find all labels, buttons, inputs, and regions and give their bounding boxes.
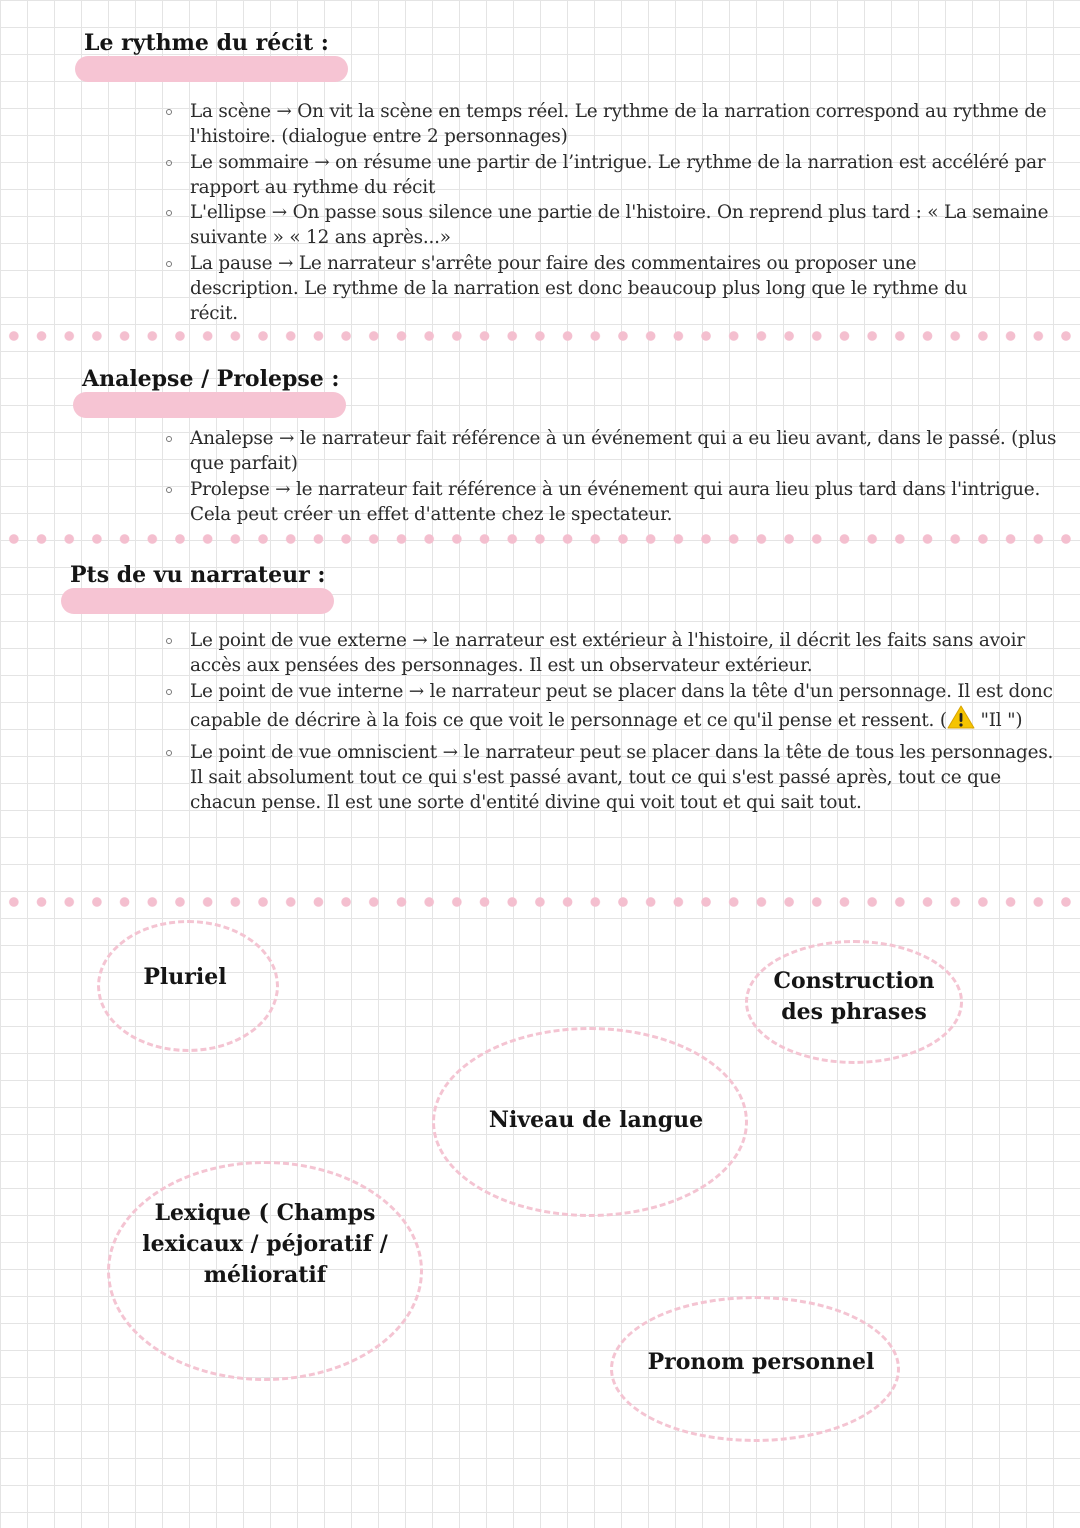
dotted-divider bbox=[0, 330, 1080, 342]
list-item: Le point de vue omniscient → le narrateur peut se placer dans la tête de tous les personnages. Il sait absolument tout ce qui s'est passé avant, tout ce qui s'est passé après, tout ce que chacun pense. Il est une sorte d'entité divine qui voit tout et qui sait tout. bbox=[190, 740, 1060, 816]
list-item: Analepse → le narrateur fait référence à un événement qui a eu lieu avant, dans le passé. (plus que parfait) bbox=[190, 426, 1060, 477]
analepse-list bbox=[190, 426, 1060, 527]
list-item: Prolepse → le narrateur fait référence à un événement qui aura lieu plus tard dans l'intrigue. Cela peut créer un effet d'attente chez le spectateur. bbox=[190, 477, 1060, 528]
section-analepse-title: Analepse / Prolepse : bbox=[82, 366, 340, 392]
list-item: La scène → On vit la scène en temps réel. Le rythme de la narration correspond au rythme de l'histoire. (dialogue entre 2 personnages) bbox=[190, 99, 1060, 150]
list-item: La pause → Le narrateur s'arrête pour faire des commentaires ou proposer une description. Le rythme de la narration est donc beaucoup plus long que le rythme du récit. bbox=[190, 251, 1060, 327]
list-item: Le point de vue externe → le narrateur est extérieur à l'histoire, il décrit les faits sans avoir accès aux pensées des personnages. Il est un observateur extérieur. bbox=[190, 628, 1060, 679]
bubble-construction bbox=[745, 940, 963, 1064]
pdv-interne-text: Le point de vue interne → le narrateur peut se placer dans la tête d'un personnage. Il est donc capable de décrire à la fois ce que voit le personnage et ce qu'il pense et ressent. ( bbox=[190, 680, 1053, 731]
bubble-pronom bbox=[610, 1296, 900, 1442]
bubble-pluriel bbox=[97, 920, 279, 1052]
bubble-label: Pluriel bbox=[143, 963, 227, 990]
list-item: Le sommaire → on résume une partir de l’intrigue. Le rythme de la narration est accéléré par rapport au rythme du récit bbox=[190, 150, 1060, 201]
rythme-list bbox=[190, 99, 1060, 327]
bubble-label: Pronom personnel bbox=[647, 1348, 875, 1375]
dotted-divider bbox=[0, 533, 1080, 545]
dotted-divider bbox=[0, 896, 1080, 908]
heading-highlight bbox=[61, 588, 334, 614]
warning-icon bbox=[947, 705, 975, 737]
heading-highlight bbox=[73, 392, 346, 418]
pdv-list bbox=[190, 628, 1060, 815]
list-item: L'ellipse → On passe sous silence une partie de l'histoire. On reprend plus tard : « La semaine suivante » « 12 ans après...» bbox=[190, 200, 1060, 251]
list-item bbox=[190, 679, 1060, 737]
pdv-interne-note: "Il ") bbox=[980, 709, 1023, 731]
bubble-label: Niveau de langue bbox=[488, 1106, 704, 1133]
bubble-label: Lexique ( Champs lexicaux / péjoratif / mélioratif bbox=[142, 1199, 388, 1288]
bubble-label: Construction des phrases bbox=[773, 968, 935, 1025]
heading-highlight bbox=[75, 56, 348, 82]
bubble-lexique bbox=[107, 1161, 423, 1381]
bubble-niveau bbox=[432, 1027, 748, 1217]
section-pdv-title: Pts de vu narrateur : bbox=[70, 562, 326, 588]
section-rythme-title: Le rythme du récit : bbox=[84, 30, 329, 56]
